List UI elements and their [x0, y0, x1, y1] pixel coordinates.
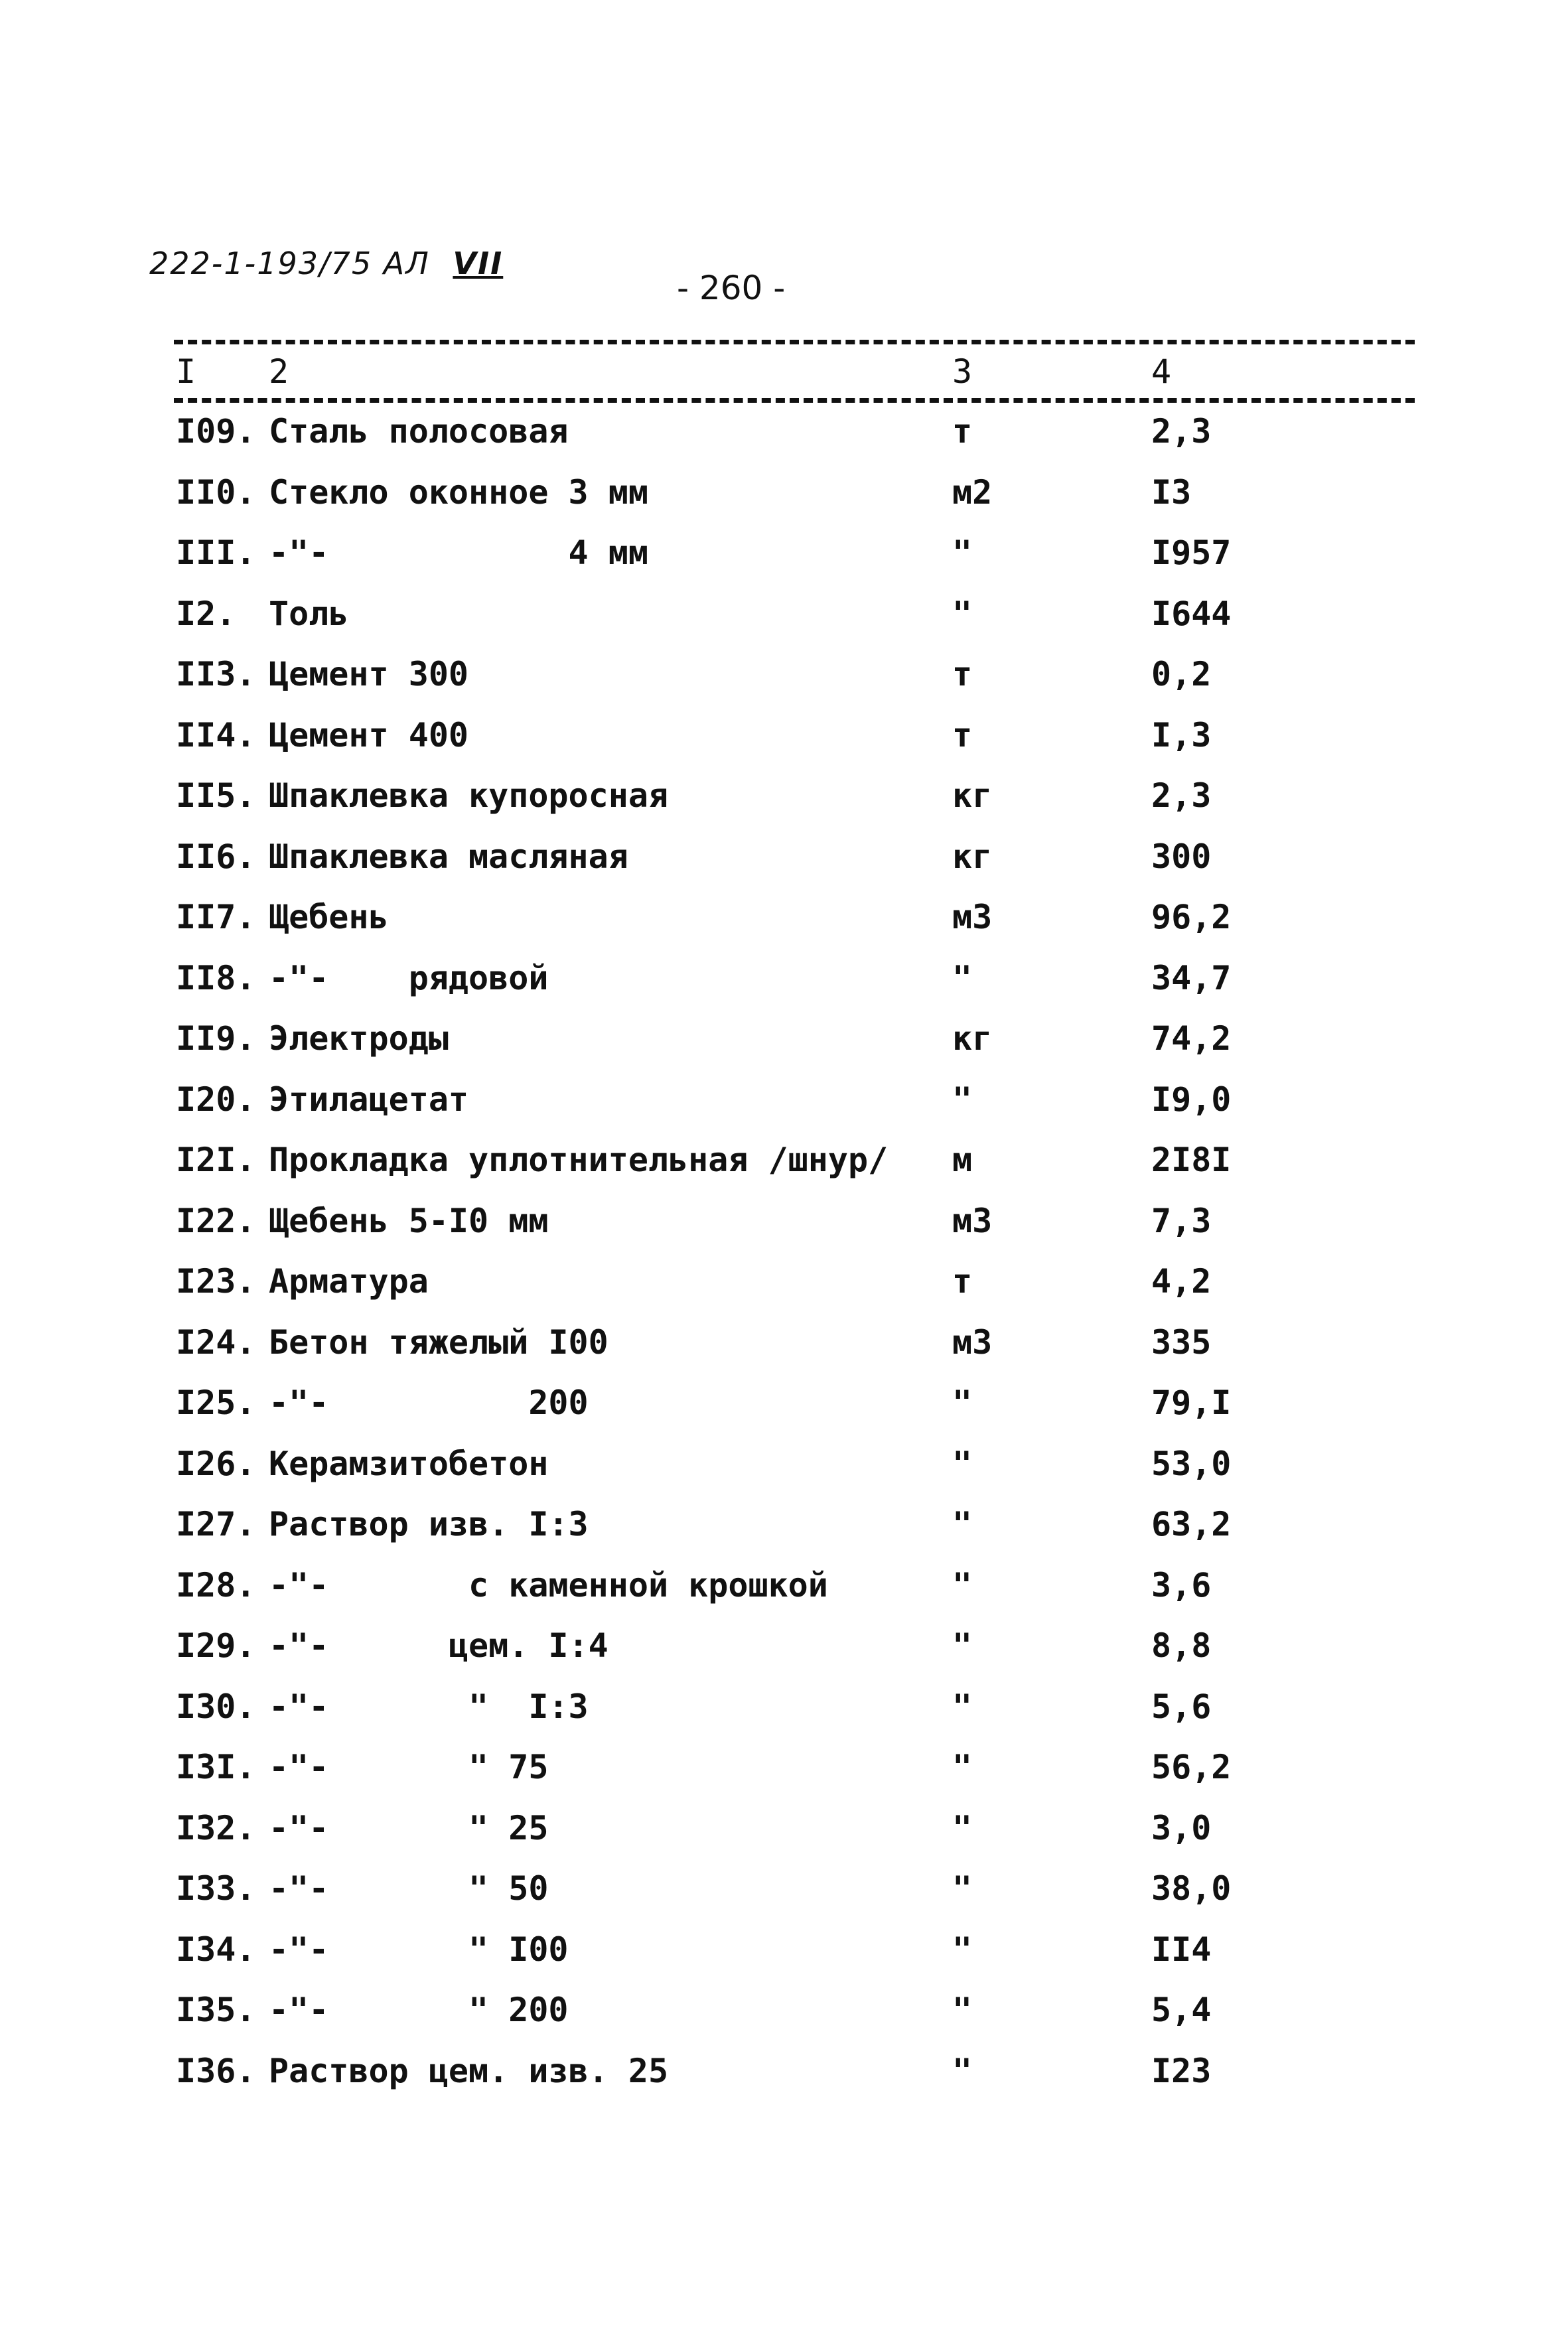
table-row	[0, 1194, 1568, 1247]
row-name: -"- рядовой	[269, 958, 549, 997]
row-unit: "	[952, 1930, 973, 1969]
row-number: I26.	[176, 1444, 256, 1483]
row-name: Щебень	[269, 898, 389, 936]
row-number: II9.	[176, 1019, 256, 1058]
row-value: 5,6	[1151, 1687, 1212, 1726]
column-header-unit: 3	[952, 352, 973, 391]
table-row	[0, 1012, 1568, 1065]
row-name: Шпаклевка масляная	[269, 837, 628, 876]
row-unit: кг	[952, 776, 993, 815]
sheet-number: VII	[453, 246, 504, 281]
table-header	[0, 345, 1568, 398]
row-value: 335	[1151, 1322, 1212, 1362]
column-header-name: 2	[269, 352, 289, 391]
row-name: Цемент 400	[269, 715, 469, 754]
row-unit: м3	[952, 898, 993, 936]
table-row	[0, 952, 1568, 1005]
row-number: II0.	[176, 472, 256, 512]
row-unit: "	[952, 1748, 973, 1786]
table-row	[0, 1255, 1568, 1308]
row-unit: "	[952, 594, 973, 633]
table-row	[0, 405, 1568, 458]
table-row	[0, 891, 1568, 944]
row-unit: "	[952, 1808, 973, 1847]
row-number: I32.	[176, 1808, 256, 1847]
row-number: I27.	[176, 1505, 256, 1543]
row-name: -"- с каменной крошкой	[269, 1565, 828, 1604]
row-unit: м3	[952, 1322, 993, 1362]
row-value: 53,0	[1151, 1444, 1232, 1483]
row-value: 2,3	[1151, 776, 1212, 815]
row-name: Щебень 5-I0 мм	[269, 1201, 549, 1240]
row-number: I25.	[176, 1384, 256, 1422]
row-unit: "	[952, 1444, 973, 1483]
row-number: I2.	[176, 594, 236, 633]
row-unit: "	[952, 2051, 973, 2090]
row-unit: т	[952, 715, 973, 754]
row-value: I9,0	[1151, 1080, 1232, 1119]
row-number: II6.	[176, 837, 256, 876]
row-number: I33.	[176, 1869, 256, 1908]
table-row	[0, 2044, 1568, 2098]
row-value: 74,2	[1151, 1019, 1232, 1058]
table-row	[0, 1983, 1568, 2036]
row-value: 3,0	[1151, 1808, 1212, 1847]
table-row	[0, 466, 1568, 519]
table-row	[0, 1862, 1568, 1915]
row-value: 2,3	[1151, 412, 1212, 451]
table-row	[0, 648, 1568, 701]
table-row	[0, 587, 1568, 640]
row-name: Стекло оконное 3 мм	[269, 472, 648, 512]
table-row	[0, 830, 1568, 883]
table-row	[0, 1619, 1568, 1672]
row-name: -"- 4 мм	[269, 534, 648, 572]
row-number: I35.	[176, 1991, 256, 2029]
table-row	[0, 769, 1568, 822]
row-unit: т	[952, 412, 973, 451]
table-row	[0, 1133, 1568, 1186]
row-value: 8,8	[1151, 1626, 1212, 1665]
row-value: 96,2	[1151, 898, 1232, 936]
row-name: -"- " I00	[269, 1930, 569, 1969]
row-name: Цемент 300	[269, 655, 469, 693]
row-number: II4.	[176, 715, 256, 754]
row-number: I3I.	[176, 1748, 256, 1786]
row-value: I957	[1151, 534, 1232, 572]
row-name: -"- " I:3	[269, 1687, 589, 1726]
row-value: 300	[1151, 837, 1212, 876]
row-name: Арматура	[269, 1262, 429, 1301]
row-number: II8.	[176, 958, 256, 997]
table-row	[0, 1498, 1568, 1551]
row-value: 63,2	[1151, 1505, 1232, 1543]
row-name: Шпаклевка купоросная	[269, 776, 669, 815]
row-number: I23.	[176, 1262, 256, 1301]
row-number: I24.	[176, 1322, 256, 1362]
row-value: 79,I	[1151, 1384, 1232, 1422]
row-name: Электроды	[269, 1019, 449, 1058]
table-row	[0, 526, 1568, 579]
row-name: Раствор цем. изв. 25	[269, 2051, 669, 2090]
row-value: 38,0	[1151, 1869, 1232, 1908]
row-value: 3,6	[1151, 1565, 1212, 1604]
row-unit: м	[952, 1141, 973, 1179]
row-unit: "	[952, 1687, 973, 1726]
row-value: I,3	[1151, 715, 1212, 754]
row-value: 56,2	[1151, 1748, 1232, 1786]
row-name: Этилацетат	[269, 1080, 469, 1119]
table-row	[0, 1437, 1568, 1490]
row-number: II7.	[176, 898, 256, 936]
table-header-rule	[174, 398, 1415, 403]
table-row	[0, 709, 1568, 762]
row-value: I3	[1151, 472, 1192, 512]
row-number: I09.	[176, 412, 256, 451]
album-code: АЛ	[383, 246, 430, 281]
row-number: II5.	[176, 776, 256, 815]
row-name: -"- " 25	[269, 1808, 549, 1847]
table-row	[0, 1376, 1568, 1429]
row-unit: "	[952, 534, 973, 572]
row-value: 5,4	[1151, 1991, 1212, 2029]
row-value: 0,2	[1151, 655, 1212, 693]
row-number: I29.	[176, 1626, 256, 1665]
row-value: 2I8I	[1151, 1141, 1232, 1179]
document-code-stamp	[149, 246, 503, 281]
row-name: Сталь полосовая	[269, 412, 569, 451]
row-unit: "	[952, 1565, 973, 1604]
table-row	[0, 1741, 1568, 1794]
row-unit: "	[952, 1626, 973, 1665]
row-value: I644	[1151, 594, 1232, 633]
row-number: I36.	[176, 2051, 256, 2090]
row-name: -"- " 200	[269, 1991, 569, 2029]
column-header-value: 4	[1151, 352, 1172, 391]
row-number: III.	[176, 534, 256, 572]
row-unit: "	[952, 1080, 973, 1119]
row-unit: т	[952, 655, 973, 693]
row-value: 34,7	[1151, 958, 1232, 997]
page-number: - 260 -	[677, 269, 786, 307]
row-value: I23	[1151, 2051, 1212, 2090]
row-unit: м2	[952, 472, 993, 512]
row-number: II3.	[176, 655, 256, 693]
table-row	[0, 1316, 1568, 1369]
row-unit: кг	[952, 1019, 993, 1058]
row-unit: "	[952, 1384, 973, 1422]
row-number: I22.	[176, 1201, 256, 1240]
row-unit: "	[952, 1505, 973, 1543]
row-number: I30.	[176, 1687, 256, 1726]
row-value: II4	[1151, 1930, 1212, 1969]
row-name: Раствор изв. I:3	[269, 1505, 589, 1543]
row-number: I34.	[176, 1930, 256, 1969]
row-name: -"- цем. I:4	[269, 1626, 608, 1665]
row-value: 4,2	[1151, 1262, 1212, 1301]
row-number: I28.	[176, 1565, 256, 1604]
row-name: Толь	[269, 594, 349, 633]
row-unit: "	[952, 1991, 973, 2029]
row-number: I2I.	[176, 1141, 256, 1179]
row-name: -"- " 75	[269, 1748, 549, 1786]
row-name: Керамзитобетон	[269, 1444, 549, 1483]
table-top-rule	[174, 340, 1415, 344]
row-name: -"- " 50	[269, 1869, 549, 1908]
table-row	[0, 1923, 1568, 1976]
document-code: 222-1-193/75	[149, 246, 373, 281]
row-unit: т	[952, 1262, 973, 1301]
row-unit: "	[952, 1869, 973, 1908]
row-name: -"- 200	[269, 1384, 589, 1422]
table-row	[0, 1559, 1568, 1612]
row-unit: кг	[952, 837, 993, 876]
table-row	[0, 1073, 1568, 1126]
row-name: Бетон тяжелый I00	[269, 1322, 608, 1362]
row-unit: "	[952, 958, 973, 997]
row-value: 7,3	[1151, 1201, 1212, 1240]
row-name: Прокладка уплотнительная /шнур/	[269, 1141, 889, 1179]
table-row	[0, 1802, 1568, 1855]
row-unit: м3	[952, 1201, 993, 1240]
column-header-number: I	[176, 352, 196, 391]
row-number: I20.	[176, 1080, 256, 1119]
table-row	[0, 1680, 1568, 1733]
